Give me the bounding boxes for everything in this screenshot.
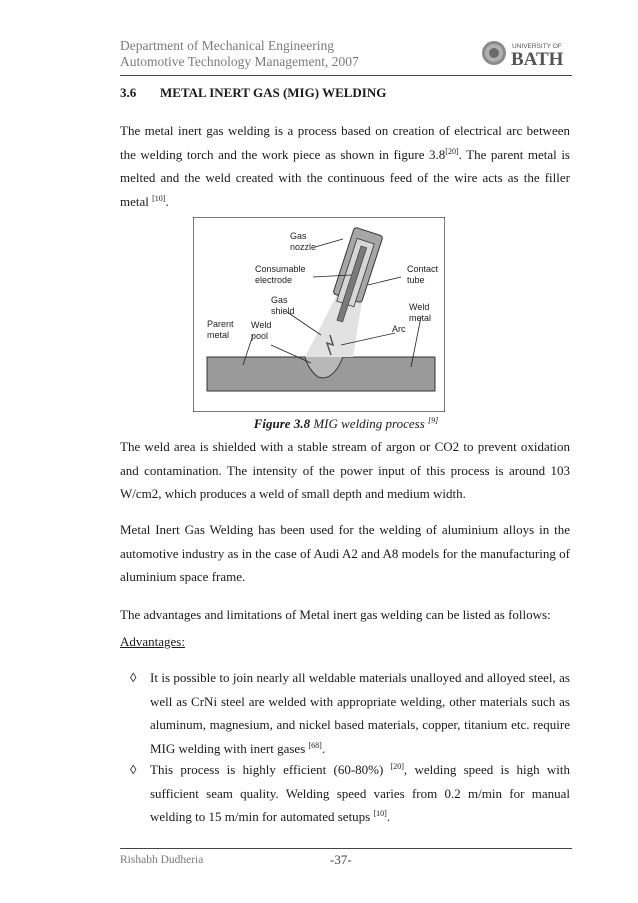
caption-text: MIG welding process <box>310 416 429 431</box>
label-weld-metal: metal <box>409 313 432 323</box>
diamond-bullet-icon: ◊ <box>130 762 137 777</box>
label-parent-metal: metal <box>207 330 230 340</box>
bullet-text: It is possible to join nearly all weldable materials unalloyed and alloyed steel, as well as CrNi steel are welded with appropriate welding, other materials such as aluminum, magnesium, and nickel based materials, copper, titanium etc. require MIG welding with inert gases <box>150 670 570 756</box>
list-item <box>130 666 570 760</box>
para-text: . <box>165 193 169 209</box>
label-contact-tube: Contact <box>407 264 439 274</box>
label-gas-nozzle: nozzle <box>290 242 317 252</box>
mig-welding-diagram <box>193 217 445 412</box>
crest-icon <box>482 41 506 65</box>
figure-label: Figure 3.8 <box>253 416 311 431</box>
label-gas-shield: shield <box>271 306 295 316</box>
bullet-text: This process is highly efficient (60-80%) <box>150 762 391 777</box>
bullet-text: . <box>386 809 391 824</box>
header-divider <box>120 75 572 76</box>
logo-main-text: BATH <box>511 49 564 70</box>
label-gas-nozzle: Gas <box>290 231 307 241</box>
paragraph-advantages-intro: The advantages and limitations of Metal inert gas welding can be listed as follows: <box>120 607 551 622</box>
section-title: METAL INERT GAS (MIG) WELDING <box>160 85 387 100</box>
advantages-heading: Advantages: <box>120 634 185 649</box>
label-contact-tube: tube <box>407 275 425 285</box>
citation: [68] <box>308 740 322 750</box>
citation: [20] <box>390 762 404 771</box>
bullet-text: . <box>321 740 326 756</box>
paragraph-shielding: The weld area is shielded with a stable stream of argon or CO2 to prevent oxidation and contamination. The intensity of the power input of this process is around 103 W/cm2, which produces a weld of small depth and medium width. <box>120 439 570 501</box>
label-weld-pool: Weld <box>251 320 272 330</box>
label-arc: Arc <box>392 324 406 334</box>
label-gas-shield: Gas <box>271 295 288 305</box>
list-item <box>130 758 570 829</box>
paragraph-applications: Metal Inert Gas Welding has been used for the welding of aluminium alloys in the automotive industry as in the case of Audi A2 and A8 models for the manufacturing of aluminium space frame. <box>120 522 570 584</box>
label-consumable-electrode: Consumable <box>255 264 306 274</box>
para-text: . The parent metal is melted and the weld created with the continuous feed of the wire acts as the filler metal <box>120 146 570 209</box>
section-heading <box>120 85 386 101</box>
bullet-text: , welding speed is high with sufficient seam quality. Welding speed varies from 0.2 m/min for manual welding to 15 m/min for automated setups <box>150 762 570 824</box>
citation: [10] <box>373 809 387 818</box>
footer-divider <box>120 848 572 849</box>
label-consumable-electrode: electrode <box>255 275 293 285</box>
page-number: -37- <box>330 852 352 867</box>
figure-caption <box>120 416 572 432</box>
citation: [20] <box>445 146 459 156</box>
para-text: The metal inert gas welding is a process based on creation of electrical arc between the welding torch and the work piece as shown in figure 3.8 <box>120 123 570 162</box>
label-weld-metal: Weld <box>409 302 430 312</box>
diamond-bullet-icon: ◊ <box>130 670 137 685</box>
section-number: 3.6 <box>120 85 137 100</box>
university-of-bath-logo <box>480 38 572 70</box>
label-parent-metal: Parent <box>207 319 234 329</box>
footer-author: Rishabh Dudheria <box>120 854 204 866</box>
label-weld-pool: pool <box>251 331 269 341</box>
paragraph-intro <box>120 119 570 213</box>
programme-name: Automotive Technology Management, 2007 <box>120 54 359 69</box>
department-name: Department of Mechanical Engineering <box>120 38 335 53</box>
logo-top-text: UNIVERSITY OF <box>512 43 562 50</box>
citation: [10] <box>152 193 166 203</box>
citation: [9] <box>428 416 439 425</box>
